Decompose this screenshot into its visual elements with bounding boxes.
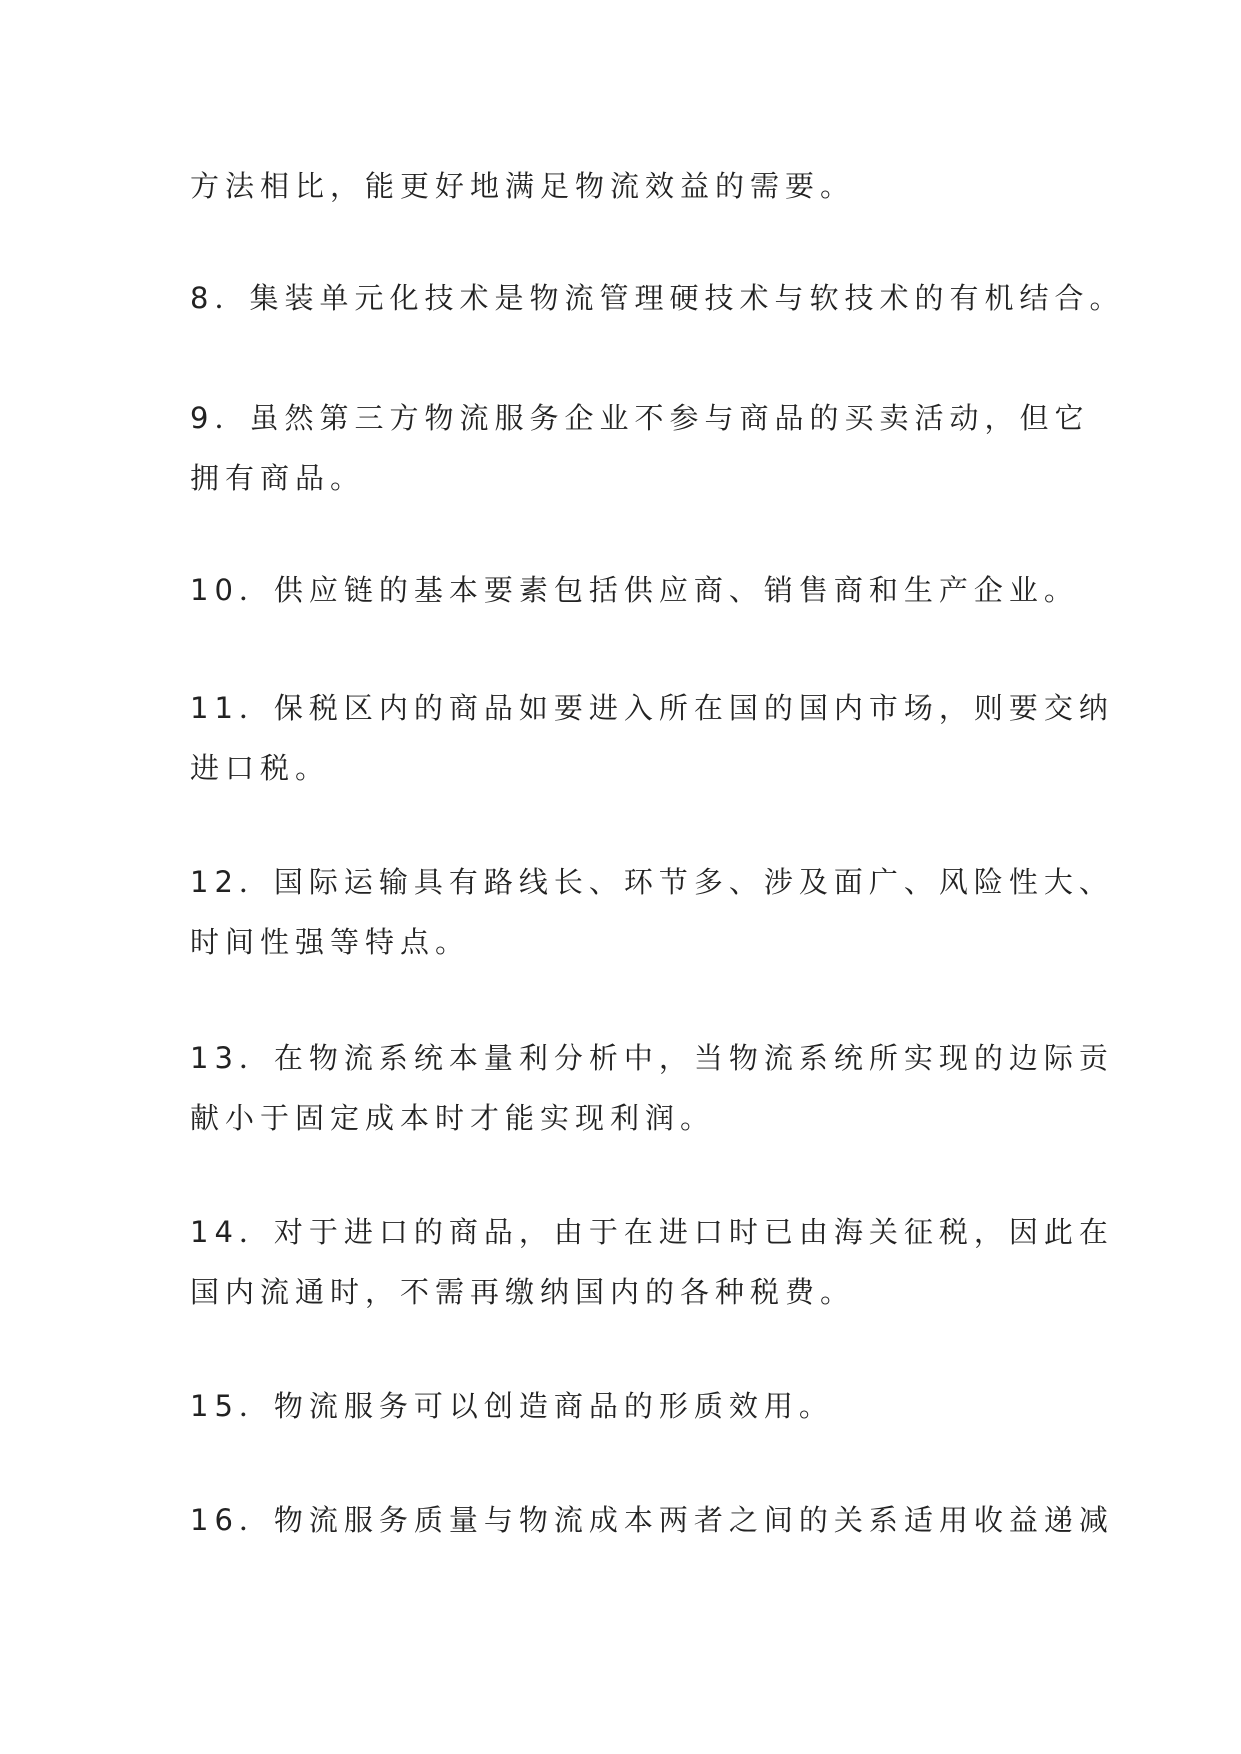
text-line: 献小于固定成本时才能实现利润。	[190, 1101, 716, 1135]
text-line: 13．在物流系统本量利分析中，当物流系统所实现的边际贡	[190, 1041, 1114, 1075]
text-line: 14．对于进口的商品，由于在进口时已由海关征税，因此在	[190, 1215, 1114, 1249]
text-line: 9．虽然第三方物流服务企业不参与商品的买卖活动，但它	[190, 401, 1090, 435]
text-line: 12．国际运输具有路线长、环节多、涉及面广、风险性大、	[190, 865, 1114, 899]
text-line: 国内流通时，不需再缴纳国内的各种税费。	[190, 1275, 856, 1309]
text-line: 11．保税区内的商品如要进入所在国的国内市场，则要交纳	[190, 691, 1114, 725]
text-line: 8．集装单元化技术是物流管理硬技术与软技术的有机结合。	[190, 281, 1125, 315]
text-line: 拥有商品。	[190, 461, 366, 495]
text-line: 进口税。	[190, 751, 331, 785]
text-line: 16．物流服务质量与物流成本两者之间的关系适用收益递减	[190, 1503, 1114, 1537]
text-line: 15．物流服务可以创造商品的形质效用。	[190, 1389, 834, 1423]
text-line: 方法相比，能更好地满足物流效益的需要。	[190, 169, 856, 203]
text-line: 时间性强等特点。	[190, 925, 471, 959]
text-line: 10．供应链的基本要素包括供应商、销售商和生产企业。	[190, 573, 1079, 607]
